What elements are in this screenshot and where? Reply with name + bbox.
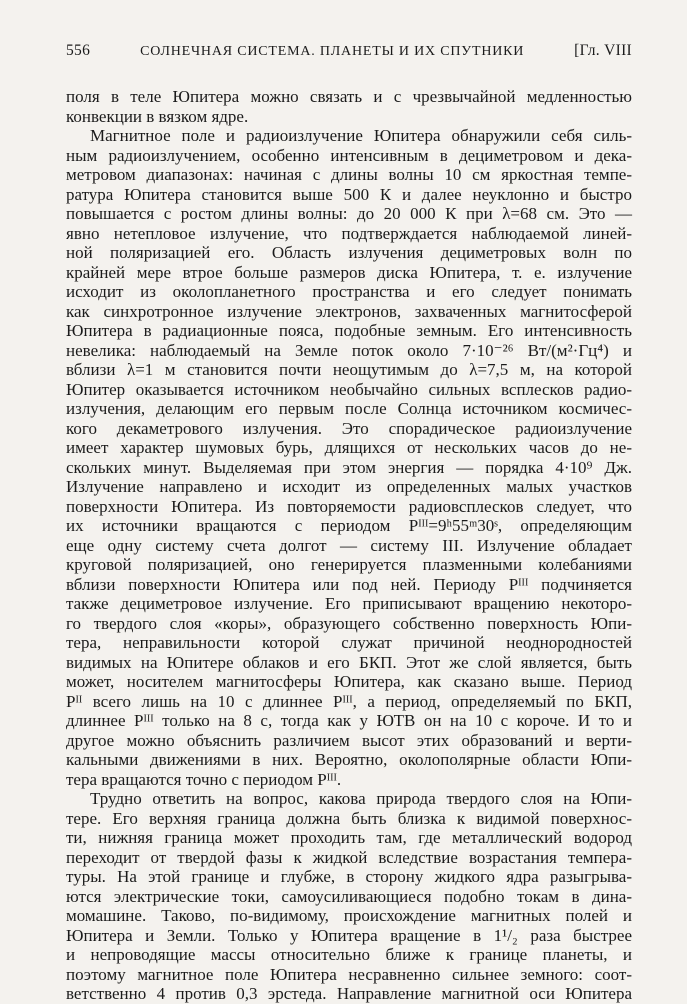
text-line: невелика: наблюдаемый на Земле поток около 7·10⁻²⁶ Вт/(м²·Гц⁴) и xyxy=(66,340,632,360)
text-line: переходит от твердой фазы к жидкой вследствие возрастания темпера- xyxy=(66,847,632,867)
page-number: 556 xyxy=(66,42,91,59)
text-line: Излучение направлено и исходит из определенных малых участков xyxy=(66,477,632,496)
text-line: ти, нижняя граница может проходить там, где металлический водород xyxy=(66,828,632,847)
text-line: крайней мере втрое больше размеров диска Юпитера, т. е. излучение xyxy=(66,262,632,282)
text-line: скольких минут. Выделяемая при этом энергия — порядка 4·10⁹ Дж. xyxy=(66,457,632,477)
text-line: тере. Его верхняя граница должна быть близка к видимой поверхнос- xyxy=(66,808,632,828)
running-head xyxy=(66,42,632,60)
text-line: явно нетепловое излучение, что подтверждается наблюдаемой линей- xyxy=(66,223,632,243)
text-line: также дециметровое излучение. Его приписывают вращению некоторо- xyxy=(66,594,632,613)
text-line: другое можно объяснить различием высот этих образований и верти- xyxy=(66,730,632,750)
text-line: Юпитер оказывается источником необычайно сильных всплесков радио- xyxy=(66,379,632,399)
text-line: как синхротронное излучение электронов, захваченных магнитосферой xyxy=(66,301,632,321)
running-title: СОЛНЕЧНАЯ СИСТЕМА. ПЛАНЕТЫ И ИХ СПУТНИКИ xyxy=(140,44,525,59)
text-line: ным радиоизлучением, особенно интенсивным в дециметровом и дека- xyxy=(66,145,632,165)
text-line: поэтому магнитное поле Юпитера несравненно сильнее земного: соот- xyxy=(66,964,632,984)
text-line: повышается с ростом длины волны: до 20 000 К при λ=68 см. Это — xyxy=(66,204,632,223)
text-line: кого декаметрового излучения. Это спорадическое радиоизлучение xyxy=(66,418,632,438)
text-line: туры. На этой границе и глубже, в сторону жидкого ядра разыгрыва- xyxy=(66,867,632,886)
text-line: вблизи поверхности Юпитера или под ней. Периоду Pᴵᴵᴵ подчиняется xyxy=(66,574,632,594)
text-line: еще одну систему счета долгот — систему III. Излучение обладает xyxy=(66,535,632,555)
text-line: поля в теле Юпитера можно связать и с чрезвычайной медленностью xyxy=(66,87,632,106)
text-line: длиннее Pᴵᴵᴵ только на 8 с, тогда как у ЮТВ он на 10 с короче. И то и xyxy=(66,711,632,730)
text-line: Юпитера в радиационные пояса, подобные земным. Его интенсивность xyxy=(66,321,632,340)
text-line: их источники вращаются с периодом Pᴵᴵᴵ=9ʰ55ᵐ30ˢ, определяющим xyxy=(66,516,632,535)
text-line: конвекции в вязком ядре. xyxy=(66,106,249,126)
text-line: Магнитное поле и радиоизлучение Юпитера обнаружили себя силь- xyxy=(90,126,632,145)
text-line: видимых на Юпитере облаков и его БКП. Этот же слой является, быть xyxy=(66,652,632,672)
text-line: исходит из околопланетного пространства и его следует понимать xyxy=(66,282,632,301)
text-line: ветственно 4 против 0,3 эрстеда. Направление магнитной оси Юпитера xyxy=(66,984,632,1003)
text-line: момашине. Таково, по-видимому, происхождение магнитных полей и xyxy=(66,906,632,925)
text-line: может, носителем магнитосферы Юпитера, как сказано выше. Период xyxy=(66,672,632,691)
text-line: Pᴵᴵ всего лишь на 10 с длиннее Pᴵᴵᴵ, а период, определяемый по БКП, xyxy=(66,691,632,711)
text-line: ратура Юпитера становится выше 500 К и далее неуклонно и быстро xyxy=(66,184,632,204)
text-line: поверхности Юпитера. Из повторяемости радиовсплесков следует, что xyxy=(66,496,632,516)
text-line: круговой поляризацией, оно генерируется плазменными колебаниями xyxy=(66,555,632,574)
body-text xyxy=(66,87,632,1004)
text-line: и непроводящие массы относительно ближе к границе планеты, и xyxy=(66,945,632,964)
text-line: вблизи λ=1 м становится почти неощутимым до λ=7,5 м, на которой xyxy=(66,360,632,379)
text-line: имеет характер шумовых бурь, длящихся от нескольких часов до не- xyxy=(66,438,632,457)
text-line: излучения, делающим его первым после Солнца источником космичес- xyxy=(66,399,632,418)
text-line: Юпитера и Земли. Только у Юпитера вращение в 1¹/₂ раза быстрее xyxy=(66,925,632,945)
text-line: го твердого слоя «коры», образующего собственно поверхность Юпи- xyxy=(66,613,632,633)
text-line: кальными движениями в них. Вероятно, околополярные области Юпи- xyxy=(66,750,632,769)
text-line: ной поляризацией его. Область излучения дециметровых волн по xyxy=(66,243,632,262)
text-line: метровом диапазонах: начиная с длины волны 10 см яркостная темпе- xyxy=(66,165,632,184)
text-line: тера, неправильности которой служат причиной неоднородностей xyxy=(66,633,632,652)
text-line: ются электрические токи, самоусиливающиеся подобно токам в дина- xyxy=(66,886,632,906)
chapter-label: [Гл. VIII xyxy=(574,42,632,59)
text-line: Трудно ответить на вопрос, какова природа твердого слоя на Юпи- xyxy=(90,789,632,808)
text-line: тера вращаются точно с периодом Pᴵᴵᴵ. xyxy=(66,769,342,789)
